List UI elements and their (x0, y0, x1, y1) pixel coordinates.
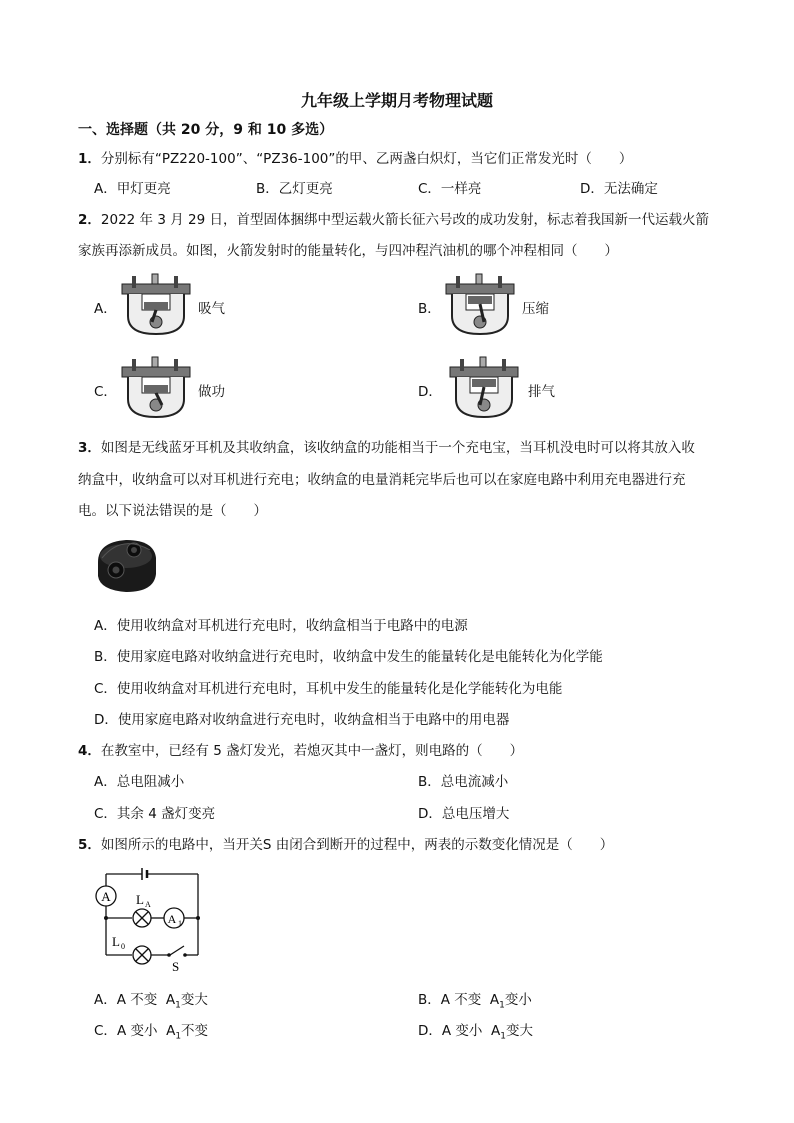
option-a1-reading: 不变 (181, 1023, 209, 1039)
option-a1-subscript: 1 (499, 1000, 505, 1011)
question-2-line-2: 家族再添新成员。如图，火箭发射时的能量转化，与四冲程汽油机的哪个冲程相同（ ） (78, 243, 618, 259)
option-a1-subscript: 1 (175, 1000, 181, 1011)
engine-compression-diagram (442, 272, 518, 338)
question-number: 2． (78, 212, 101, 228)
question-2-line-1 (78, 208, 709, 228)
option-a-reading: A 变小 (441, 1023, 483, 1039)
q3-option-c: C．使用收纳盒对耳机进行充电时，耳机中发生的能量转化是化学能转化为电能 (94, 681, 563, 697)
branch-ammeter-label: A (167, 912, 177, 926)
question-4 (78, 739, 523, 759)
option-letter: C． (94, 1023, 117, 1039)
option-a1-subscript: 1 (500, 1031, 507, 1042)
engine-power-diagram (118, 355, 194, 421)
option-a-reading: A 变小 (116, 1023, 158, 1039)
q2-option-a-label: 吸气 (198, 301, 225, 317)
option-a1-symbol: A (489, 992, 500, 1008)
q2-option-c-label: 做功 (198, 384, 225, 400)
q4-option-b: B．总电流减小 (418, 774, 509, 790)
question-3-line-2: 纳盒中，收纳盒可以对耳机进行充电；收纳盒的电量消耗完毕后也可以在家庭电路中利用充电器进行充 (78, 472, 686, 488)
question-text: 2022 年 3 月 29 日，首型固体捆绑中型运载火箭长征六号改的成功发射，标志着我国新一代运载火箭 (100, 212, 709, 228)
q1-option-b: B．乙灯更亮 (256, 181, 333, 197)
q2-option-b-label: 压缩 (522, 301, 549, 317)
q4-option-d: D．总电压增大 (418, 806, 510, 822)
question-text: 如图所示的电路中，当开关S 由闭合到断开的过程中，两表的示数变化情况是（ ） (100, 837, 614, 853)
q2-option-a-letter: A． (94, 301, 117, 317)
section-heading: 一、选择题（共 20 分，9 和 10 多选） (78, 122, 334, 138)
option-a1-symbol: A (165, 992, 176, 1008)
question-3-line-3: 电。以下说法错误的是（ ） (78, 503, 267, 519)
lamp-a-label: L (136, 892, 144, 907)
earbuds-case-image (92, 528, 162, 598)
q2-option-c-letter: C． (94, 384, 117, 400)
question-text: 在教室中，已经有 5 盏灯发光，若熄灭其中一盏灯，则电路的（ ） (100, 743, 524, 759)
question-text: 分别标有“PZ220-100”、“PZ36-100”的甲、乙两盏白炽灯，当它们正常发光时（ ） (100, 151, 633, 167)
question-3-line-1 (78, 436, 695, 456)
question-number: 4． (78, 743, 101, 759)
option-a1-reading: 变大 (180, 992, 208, 1008)
question-5 (78, 833, 613, 853)
option-letter: B． (418, 992, 441, 1008)
option-a1-symbol: A (491, 1023, 501, 1039)
question-number: 3． (78, 440, 101, 456)
q5-option-d (418, 1019, 533, 1042)
switch-label: S (172, 959, 180, 974)
option-a-reading: A 不变 (116, 992, 158, 1008)
option-a1-reading: 变大 (506, 1023, 534, 1039)
lamp-0-label: L (112, 934, 120, 949)
option-letter: A． (94, 992, 117, 1008)
q1-option-d: D．无法确定 (580, 181, 658, 197)
option-a1-subscript: 1 (175, 1031, 182, 1042)
question-text: 如图是无线蓝牙耳机及其收纳盒，该收纳盒的功能相当于一个充电宝，当耳机没电时可以将其放入收 (100, 440, 695, 456)
main-ammeter-label: A (101, 889, 111, 904)
q3-option-d: D．使用家庭电路对收纳盒进行充电时，收纳盒相当于电路中的用电器 (94, 712, 510, 728)
engine-intake-diagram (118, 272, 194, 338)
lamp-a-subscript: A (145, 900, 151, 909)
q5-option-a (94, 988, 208, 1011)
engine-exhaust-diagram (446, 355, 522, 421)
option-a1-symbol: A (166, 1023, 176, 1039)
q2-option-d-letter: D． (418, 384, 442, 400)
question-number: 1． (78, 151, 101, 167)
q1-option-a: A．甲灯更亮 (94, 181, 171, 197)
q3-option-b: B．使用家庭电路对收纳盒进行充电时，收纳盒中发生的能量转化是电能转化为化学能 (94, 649, 603, 665)
circuit-diagram (92, 860, 212, 975)
q2-option-d-label: 排气 (528, 384, 555, 400)
q3-option-a: A．使用收纳盒对耳机进行充电时，收纳盒相当于电路中的电源 (94, 618, 468, 634)
option-a1-reading: 变小 (504, 992, 532, 1008)
q5-option-c (94, 1019, 208, 1042)
option-letter: D． (418, 1023, 442, 1039)
q1-option-c: C．一样亮 (418, 181, 482, 197)
question-1 (78, 147, 632, 167)
q2-option-b-letter: B． (418, 301, 441, 317)
question-number: 5． (78, 837, 101, 853)
q4-option-a: A．总电阻减小 (94, 774, 185, 790)
lamp-0-subscript: 0 (121, 942, 125, 951)
page-title: 九年级上学期月考物理试题 (300, 91, 493, 110)
branch-ammeter-subscript: 1 (178, 919, 182, 928)
q5-option-b (418, 988, 532, 1011)
option-a-reading: A 不变 (440, 992, 482, 1008)
q4-option-c: C．其余 4 盏灯变亮 (94, 806, 216, 822)
